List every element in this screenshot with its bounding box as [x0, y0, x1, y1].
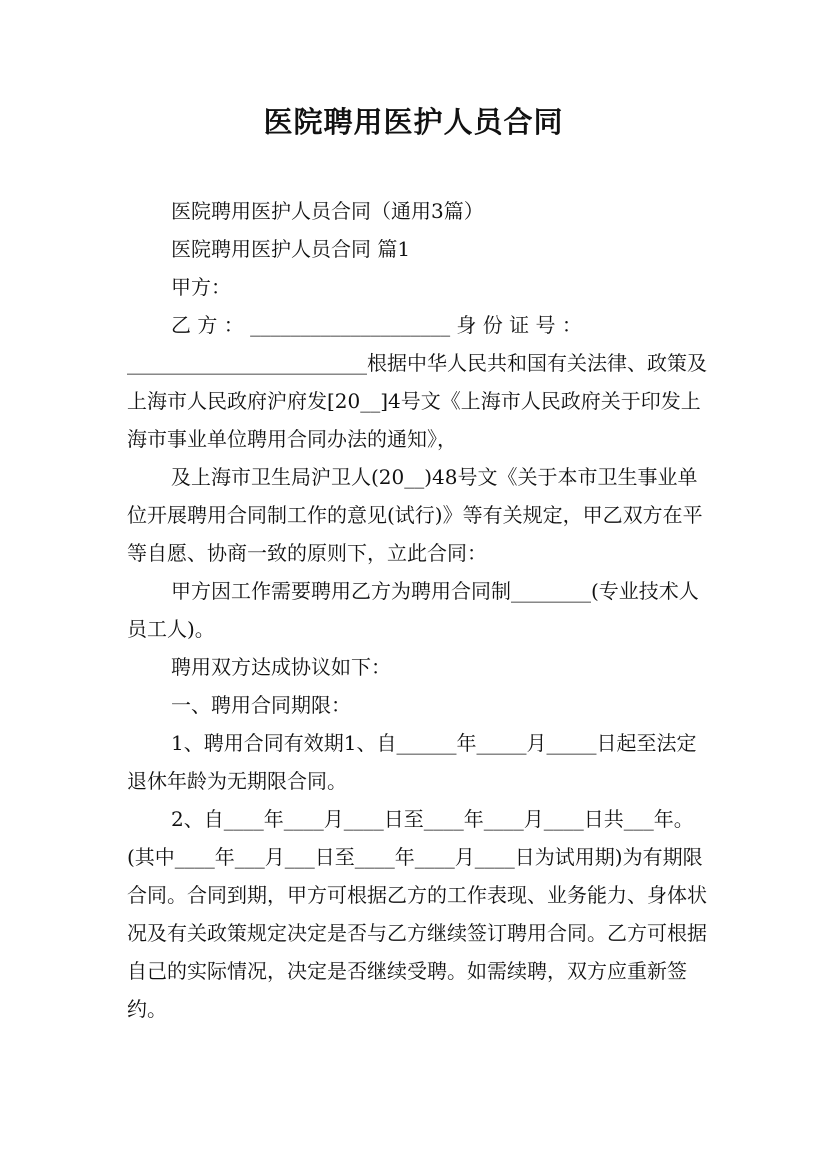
paragraph-party-b-line	[127, 306, 707, 344]
paragraph-section-term: 一、聘用合同期限：	[171, 693, 351, 717]
paragraph-agreement-intro: 聘用双方达成协议如下：	[171, 655, 391, 679]
paragraph-party-a: 甲方：	[171, 275, 231, 299]
document-title: 医院聘用医护人员合同	[263, 105, 564, 139]
paragraph-term-fixed: 2、自____年____月____日至____年____月____日共___年。(其中____年___月___日至____年____月____日为试用期)为有期限合同。合同到期，甲方可根据乙方的工作表现、业务能力、身体状况及有关政策规定决定是否与乙方继续签订聘用合同。乙方可根据自己的实际情况，决定是否继续受聘。如需续聘，双方应重新签约。	[127, 807, 707, 1021]
paragraph-term-open-ended: 1、聘用合同有效期1、自______年_____月_____日起至法定退休年龄为无期限合同。	[127, 731, 697, 793]
document-body	[127, 192, 707, 1028]
party-b-line-text: 乙 方 ： ____________________ 身 份 证 号 ：	[171, 313, 582, 337]
paragraph-health-bureau-basis: 及上海市卫生局沪卫人(20__)48号文《关于本市卫生事业单位开展聘用合同制工作的意见(试行)》等有关规定，甲乙双方在平等自愿、协商一致的原则下，立此合同：	[127, 465, 703, 565]
paragraph-heading-article-1: 医院聘用医护人员合同 篇1	[171, 237, 411, 261]
paragraph-legal-basis: ________________________根据中华人民共和国有关法律、政策及上海市人民政府沪府发[20__]4号文《上海市人民政府关于印发上海市事业单位聘用合同办法的通知》，	[127, 351, 707, 451]
paragraph-heading-collection: 医院聘用医护人员合同（通用3篇）	[171, 199, 484, 223]
paragraph-employment-type: 甲方因工作需要聘用乙方为聘用合同制________(专业技术人员工人)。	[127, 579, 699, 641]
